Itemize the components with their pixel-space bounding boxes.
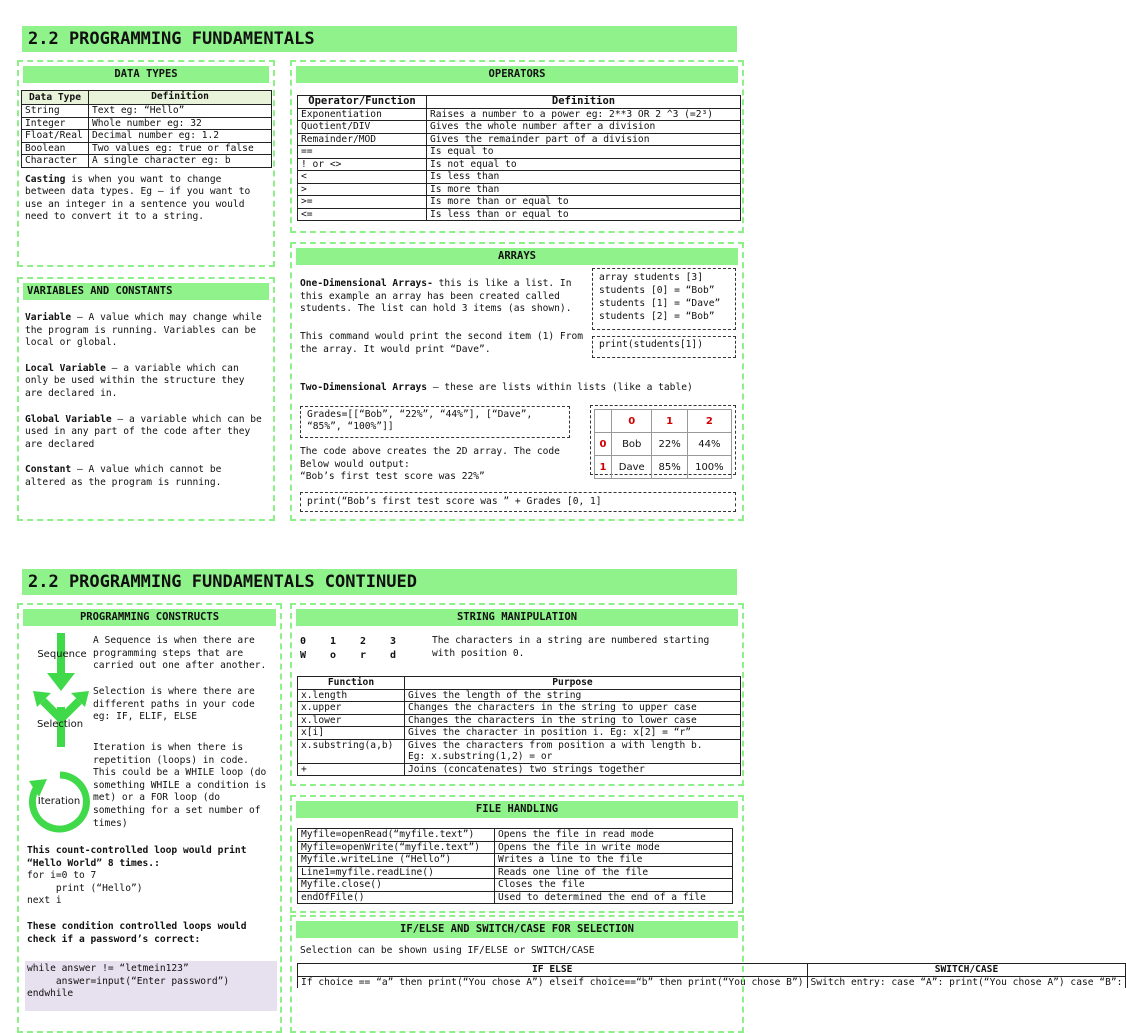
grid-cell: 100% xyxy=(687,456,731,479)
data-type-row-cell: Float/Real xyxy=(22,130,89,143)
ifelse-header: IF/ELSE AND SWITCH/CASE FOR SELECTION xyxy=(296,921,738,938)
file-row-cell: endOfFile() xyxy=(298,891,495,904)
variable-definition: Global Variable – a variable which can be used in any part of the code after they are declared xyxy=(25,413,262,450)
data-type-row-cell: Two values eg: true or false xyxy=(89,142,272,155)
strings-panel xyxy=(290,603,744,786)
sequence-arrow-icon xyxy=(41,631,81,695)
operator-row xyxy=(298,196,741,209)
files-header: FILE HANDLING xyxy=(296,801,738,818)
strings-header: STRING MANIPULATION xyxy=(296,609,738,626)
col-op-definition: Definition xyxy=(427,96,741,109)
string-index-grid xyxy=(300,635,420,663)
data-types-table xyxy=(21,90,272,168)
string-func-row-cell: Joins (concatenates) two strings together xyxy=(405,763,741,776)
array-code-box: array students [3] students [0] = “Bob” students [1] = “Dave” students [2] = “Bob” xyxy=(592,268,736,330)
string-func-row-cell: x[i] xyxy=(298,727,405,740)
string-func-row-cell: x.upper xyxy=(298,702,405,715)
operator-row-cell: Quotient/DIV xyxy=(298,121,427,134)
col-operator: Operator/Function xyxy=(298,96,427,109)
file-row-cell: Reads one line of the file xyxy=(495,866,733,879)
col-definition: Definition xyxy=(89,91,272,105)
two-d-text: Two-Dimensional Arrays – these are lists within lists (like a table) xyxy=(300,382,693,393)
data-type-row-cell: Whole number eg: 32 xyxy=(89,117,272,130)
data-type-row xyxy=(22,155,272,168)
operator-row-cell: Is not equal to xyxy=(427,158,741,171)
string-func-row xyxy=(298,689,741,702)
arrays-header: ARRAYS xyxy=(296,248,738,265)
data-type-row-cell: Integer xyxy=(22,117,89,130)
grid-row-index: 0 xyxy=(595,433,612,456)
operator-row-cell: Is more than xyxy=(427,183,741,196)
operator-row-cell: Is less than or equal to xyxy=(427,208,741,221)
operator-row-cell: Exponentiation xyxy=(298,108,427,121)
file-row-cell: Opens the file in write mode xyxy=(495,841,733,854)
data-type-row-cell: String xyxy=(22,105,89,118)
data-type-row-cell: A single character eg: b xyxy=(89,155,272,168)
operators-panel xyxy=(290,60,744,233)
col-if-else: IF ELSE xyxy=(298,964,808,977)
cond-loop-code: while answer != “letmein123” answer=input(“Enter password”) endwhile xyxy=(25,961,277,1011)
operator-row xyxy=(298,133,741,146)
count-loop-code: for i=0 to 7 print (“Hello”) next i xyxy=(27,870,143,907)
variable-definition: Constant – A value which cannot be altered as the program is running. xyxy=(25,464,222,488)
data-types-header: DATA TYPES xyxy=(23,66,269,83)
cond-loop-heading: These condition controlled loops would check if a password’s correct: xyxy=(27,921,247,945)
constructs-panel xyxy=(17,603,282,1033)
casting-text: Casting is when you want to change between data types. Eg – if you want to use an integer in a sentence you would need to convert it to a string. xyxy=(25,173,251,223)
data-type-row-cell: Boolean xyxy=(22,142,89,155)
selection-text: Selection is where there are different paths in your code eg: IF, ELIF, ELSE xyxy=(93,686,255,723)
string-func-row xyxy=(298,727,741,740)
variable-definition: Variable – A value which may change while the program is running. Variables can be local or global. xyxy=(25,312,262,349)
string-func-row xyxy=(298,702,741,715)
grid-corner xyxy=(595,410,612,433)
ifelse-intro: Selection can be shown using IF/ELSE or SWITCH/CASE xyxy=(300,945,595,956)
string-func-row-cell: x.lower xyxy=(298,714,405,727)
string-func-row-cell: x.length xyxy=(298,689,405,702)
file-row-cell: Closes the file xyxy=(495,879,733,892)
constructs-header: PROGRAMMING CONSTRUCTS xyxy=(23,609,276,626)
string-func-row xyxy=(298,763,741,776)
file-row xyxy=(298,866,733,879)
col-function: Function xyxy=(298,677,405,690)
grid-cell: Dave xyxy=(612,456,652,479)
file-row xyxy=(298,841,733,854)
grid-cell: 85% xyxy=(652,456,687,479)
operator-row-cell: Raises a number to a power eg: 2**3 OR 2 ^3 (=2³) xyxy=(427,108,741,121)
string-char: r xyxy=(360,650,367,661)
string-func-row-cell: Changes the characters in the string to upper case xyxy=(405,702,741,715)
string-char: o xyxy=(330,650,337,661)
string-func-row-cell: x.substring(a,b) xyxy=(298,739,405,763)
col-data-type: Data Type xyxy=(22,91,89,105)
strings-intro: The characters in a string are numbered starting with position 0. xyxy=(432,635,710,659)
data-type-row xyxy=(22,117,272,130)
file-row-cell: Opens the file in read mode xyxy=(495,829,733,842)
operator-row-cell: == xyxy=(298,146,427,159)
string-index: 3 xyxy=(390,636,397,647)
operator-row xyxy=(298,158,741,171)
grid-col-index: 1 xyxy=(652,410,687,433)
operator-row xyxy=(298,183,741,196)
string-index: 1 xyxy=(330,636,337,647)
operator-row xyxy=(298,108,741,121)
variable-definition: Local Variable – a variable which can only be used within the structure they are declared in. xyxy=(25,362,245,399)
ifelse-table xyxy=(297,963,1126,988)
operators-table xyxy=(297,95,741,221)
page2-title: 2.2 PROGRAMMING FUNDAMENTALS CONTINUED xyxy=(22,569,737,595)
page-title: 2.2 PROGRAMMING FUNDAMENTALS xyxy=(22,26,737,52)
sequence-text: A Sequence is when there are programming steps that are carried out one after another. xyxy=(93,635,267,672)
operator-row-cell: Gives the remainder part of a division xyxy=(427,133,741,146)
variables-list xyxy=(25,312,267,490)
operator-row-cell: > xyxy=(298,183,427,196)
operator-row xyxy=(298,121,741,134)
grades-print-box: print(“Bob’s first test score was ” + Grades [0, 1] xyxy=(300,492,736,512)
operator-row-cell: <= xyxy=(298,208,427,221)
file-row-cell: Line1=myfile.readLine() xyxy=(298,866,495,879)
ifelse-panel xyxy=(290,915,1123,1033)
string-char: W xyxy=(300,650,307,661)
operator-row-cell: Gives the whole number after a division xyxy=(427,121,741,134)
operator-row-cell: Is less than xyxy=(427,171,741,184)
arrays-panel xyxy=(290,242,744,521)
file-row xyxy=(298,891,733,904)
string-index: 2 xyxy=(360,636,367,647)
file-row-cell: Myfile=openWrite(“myfile.text”) xyxy=(298,841,495,854)
selection-label: Selection xyxy=(36,719,84,730)
col-purpose: Purpose xyxy=(405,677,741,690)
if-else-code: If choice == “a” then print(“You chose A”) elseif choice==“b” then print(“You chose B”) xyxy=(298,976,808,988)
grid-col-index: 2 xyxy=(687,410,731,433)
string-func-row xyxy=(298,714,741,727)
operator-row-cell: Is more than or equal to xyxy=(427,196,741,209)
array-grid xyxy=(594,409,732,479)
string-func-row xyxy=(298,739,741,763)
file-row-cell: Myfile.close() xyxy=(298,879,495,892)
file-row xyxy=(298,829,733,842)
operator-row-cell: >= xyxy=(298,196,427,209)
data-type-row xyxy=(22,105,272,118)
operator-row-cell: Remainder/MOD xyxy=(298,133,427,146)
grades-code-box: Grades=[[“Bob”, “22%”, “44%”], [“Dave”, “85%”, “100%”]] xyxy=(300,406,570,438)
variables-header: VARIABLES AND CONSTANTS xyxy=(23,283,269,300)
operator-row xyxy=(298,208,741,221)
string-func-row-cell: Gives the character in position i. Eg: x[2] = “r” xyxy=(405,727,741,740)
switch-case-code: Switch entry: case “A”: print(“You chose A”) case “B”: xyxy=(807,976,1126,988)
string-func-row-cell: Gives the characters from position a with length b. Eg: x.substring(1,2) = or xyxy=(405,739,741,763)
array-grid-box xyxy=(590,405,736,475)
string-func-row-cell: Changes the characters in the string to lower case xyxy=(405,714,741,727)
operator-row-cell: ! or <> xyxy=(298,158,427,171)
operator-row xyxy=(298,146,741,159)
data-types-panel xyxy=(17,60,275,267)
grid-col-index: 0 xyxy=(612,410,652,433)
operator-row-cell: < xyxy=(298,171,427,184)
variables-panel xyxy=(17,277,275,521)
file-row-cell: Myfile.writeLine (“Hello”) xyxy=(298,854,495,867)
count-loop-heading: This count-controlled loop would print “Hello World” 8 times.: xyxy=(27,845,247,869)
grid-cell: Bob xyxy=(612,433,652,456)
col-switch-case: SWITCH/CASE xyxy=(807,964,1126,977)
string-char: d xyxy=(390,650,397,661)
string-func-row-cell: + xyxy=(298,763,405,776)
data-type-row xyxy=(22,142,272,155)
grid-row-index: 1 xyxy=(595,456,612,479)
file-row xyxy=(298,879,733,892)
sequence-label: Sequence xyxy=(37,649,87,660)
string-func-row-cell: Gives the length of the string xyxy=(405,689,741,702)
data-type-row-cell: Character xyxy=(22,155,89,168)
print-text: This command would print the second item (1) From the array. It would print “Dave”. xyxy=(300,331,584,355)
files-panel xyxy=(290,795,744,913)
strings-table xyxy=(297,676,741,776)
file-row-cell: Used to determined the end of a file xyxy=(495,891,733,904)
grades-explain: The code above creates the 2D array. The code Below would output: “Bob’s first test score was 22%” xyxy=(300,446,560,483)
operator-row xyxy=(298,171,741,184)
data-type-row-cell: Text eg: “Hello” xyxy=(89,105,272,118)
iteration-label: Iteration xyxy=(37,796,81,807)
iteration-text: Iteration is when there is repetition (loops) in code. This could be a WHILE loop (do something WHILE a condition is met) or a FOR loop (do something for a set number of times) xyxy=(93,742,267,829)
operator-row-cell: Is equal to xyxy=(427,146,741,159)
file-row-cell: Myfile=openRead(“myfile.text”) xyxy=(298,829,495,842)
files-table xyxy=(297,828,733,904)
operators-header: OPERATORS xyxy=(296,66,738,83)
grid-cell: 44% xyxy=(687,433,731,456)
one-d-text: One-Dimensional Arrays- this is like a list. In this example an array has been created called students. The list can hold 3 items (as shown). xyxy=(300,278,572,315)
data-type-row-cell: Decimal number eg: 1.2 xyxy=(89,130,272,143)
grid-cell: 22% xyxy=(652,433,687,456)
print-code-box: print(students[1]) xyxy=(592,336,736,358)
string-index: 0 xyxy=(300,636,307,647)
file-row xyxy=(298,854,733,867)
data-type-row xyxy=(22,130,272,143)
file-row-cell: Writes a line to the file xyxy=(495,854,733,867)
